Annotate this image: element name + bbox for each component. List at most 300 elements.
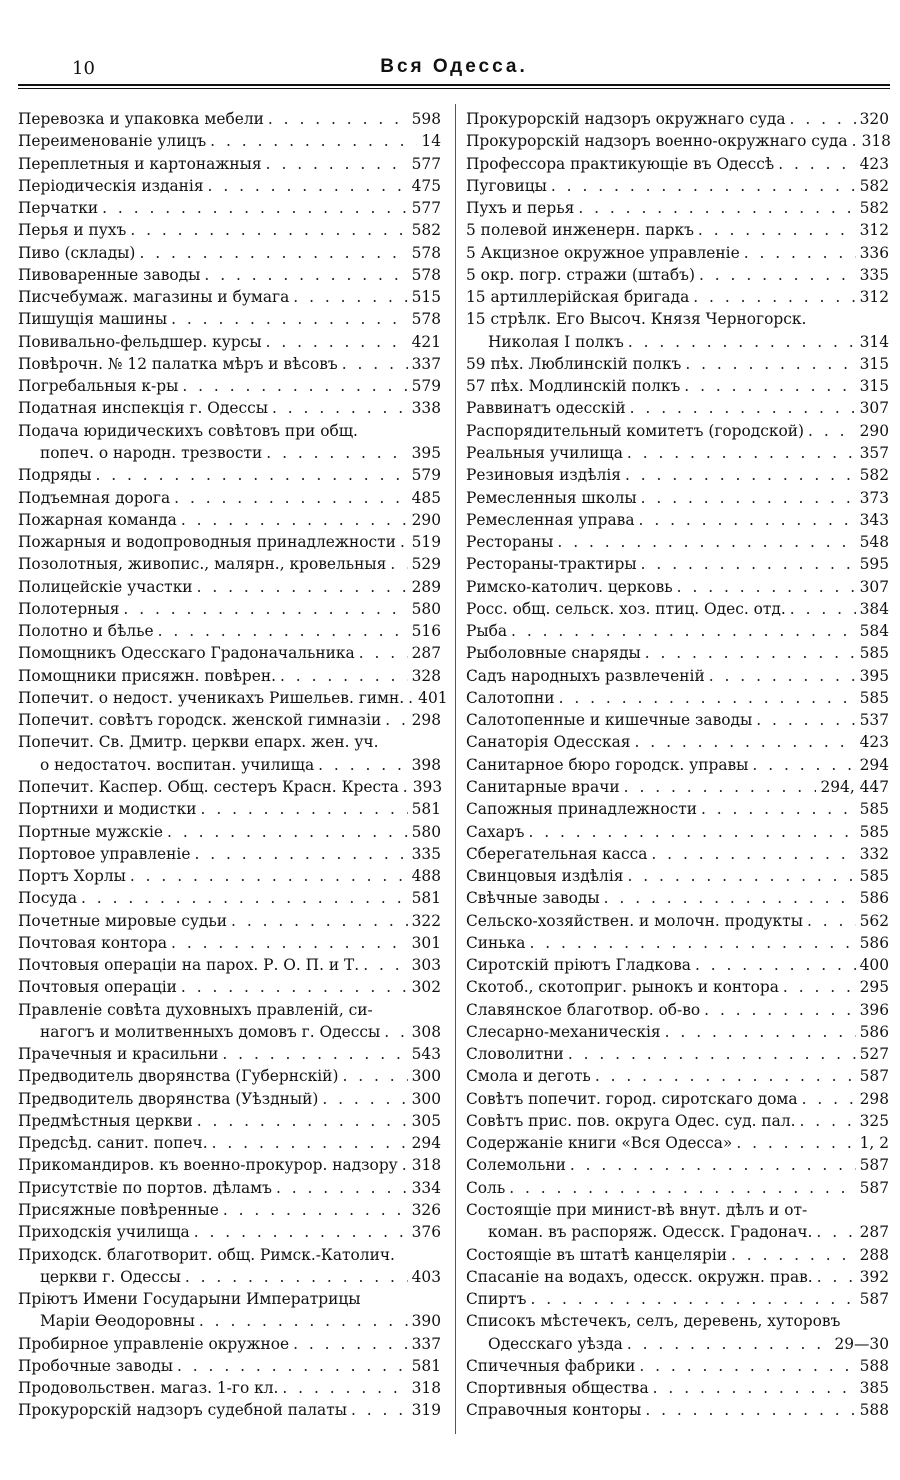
dot-leader <box>701 798 856 820</box>
dot-leader <box>530 1288 855 1310</box>
dot-leader <box>167 821 408 843</box>
entry-title: Списокъ мѣстечекъ, селъ, деревень, хуторовъ <box>466 1312 841 1331</box>
entry-title: Предводитель дворянства (Уѣздный) <box>18 1089 319 1108</box>
index-entry <box>18 175 441 197</box>
entry-title: 5 окр. погр. стражи (штабъ) <box>466 265 695 284</box>
entry-page-number: 578 <box>411 310 441 329</box>
index-entry <box>18 1221 441 1243</box>
dot-leader <box>639 1355 855 1377</box>
index-entry <box>466 642 889 664</box>
entry-page-number: 290 <box>859 421 889 440</box>
dot-leader <box>177 1355 408 1377</box>
index-entry <box>18 954 441 976</box>
entry-title: Санитарное бюро городск. управы <box>466 755 749 774</box>
entry-page-number: 595 <box>859 555 889 574</box>
entry-title: попеч. о народн. трезвости <box>40 443 263 462</box>
index-entry <box>18 442 441 464</box>
dot-leader <box>318 754 407 776</box>
index-entry <box>466 1199 889 1221</box>
entry-page-number: 300 <box>411 1089 441 1108</box>
entry-title: Писчебумаж. магазины и бумага <box>18 288 290 307</box>
entry-title: Синька <box>466 933 526 952</box>
page-header <box>18 56 890 82</box>
dot-leader <box>551 175 856 197</box>
entry-page-number: 295 <box>859 978 889 997</box>
entry-title: Помощники присяжн. повѣрен. <box>18 666 276 685</box>
entry-title: Пивоваренные заводы <box>18 265 201 284</box>
dot-leader <box>511 620 856 642</box>
entry-title: Римско-католич. церковь <box>466 577 673 596</box>
index-entry <box>466 531 889 553</box>
dot-leader <box>408 687 414 709</box>
index-entry <box>466 1065 889 1087</box>
index-entry <box>466 487 889 509</box>
index-entry <box>18 798 441 820</box>
index-entry <box>466 353 889 375</box>
entry-title: Николая I полкъ <box>488 332 624 351</box>
entry-title: Одесскаго уѣзда <box>488 1334 623 1353</box>
entry-page-number: 587 <box>859 1178 889 1197</box>
entry-title: Смола и деготь <box>466 1067 591 1086</box>
dot-leader <box>266 331 408 353</box>
dot-leader <box>630 397 856 419</box>
entry-page-number: 390 <box>411 1312 441 1331</box>
index-entry <box>18 1310 441 1332</box>
index-entry <box>466 687 889 709</box>
dot-leader <box>744 242 856 264</box>
entry-title: Солемольни <box>466 1156 566 1175</box>
entry-page-number: 519 <box>411 533 441 552</box>
entry-page-number: 392 <box>859 1267 889 1286</box>
dot-leader <box>628 331 856 353</box>
index-entry <box>18 576 441 598</box>
dot-leader <box>210 130 417 152</box>
entry-title: Состоящіе въ штатѣ канцеляріи <box>466 1245 727 1264</box>
entry-page-number: 421 <box>411 332 441 351</box>
entry-page-number: 307 <box>859 577 889 596</box>
dot-leader <box>816 1221 855 1243</box>
dot-leader <box>807 910 856 932</box>
dot-leader <box>695 954 856 976</box>
entry-title: Попечит. Каспер. Общ. сестеръ Красн. Креста <box>18 777 399 796</box>
entry-page-number: 395 <box>859 666 889 685</box>
entry-page-number: 338 <box>411 399 441 418</box>
entry-title: Перевозка и упаковка мебели <box>18 110 264 128</box>
dot-leader <box>685 353 855 375</box>
index-entry <box>466 954 889 976</box>
dot-leader <box>139 242 407 264</box>
index-entry <box>18 642 441 664</box>
dot-leader <box>268 108 408 130</box>
index-entry <box>466 1088 889 1110</box>
entry-title: 15 артиллерійская бригада <box>466 288 690 307</box>
index-entry <box>466 308 889 330</box>
entry-title: Соль <box>466 1178 506 1197</box>
entry-page-number: 403 <box>411 1267 441 1286</box>
entry-page-number: 585 <box>859 822 889 841</box>
entry-page-number: 423 <box>859 154 889 173</box>
entry-title: Спиртъ <box>466 1290 527 1309</box>
entry-page-number: 325 <box>859 1111 889 1130</box>
dot-leader <box>95 464 407 486</box>
entry-title: Пуговицы <box>466 176 547 195</box>
index-entry <box>466 1244 889 1266</box>
index-entry <box>18 821 441 843</box>
entry-page-number: 301 <box>411 933 441 952</box>
dot-leader <box>130 219 407 241</box>
entry-title: Полотно и бѣлье <box>18 622 154 641</box>
index-entry <box>18 509 441 531</box>
index-entry <box>18 598 441 620</box>
dot-leader <box>783 976 856 998</box>
index-entry <box>466 976 889 998</box>
dot-leader <box>570 1154 856 1176</box>
entry-title: 5 полевой инженерн. паркъ <box>466 221 694 240</box>
entry-title: Подъемная дорога <box>18 488 171 507</box>
entry-title: Присутствіе по портов. дѣламъ <box>18 1178 272 1197</box>
index-entry <box>466 731 889 753</box>
index-entry <box>18 531 441 553</box>
dot-leader <box>684 375 855 397</box>
entry-title: Маріи Ѳеодоровны <box>40 1312 195 1331</box>
index-entry <box>18 353 441 375</box>
index-entry <box>466 442 889 464</box>
entry-page-number: 357 <box>859 443 889 462</box>
dot-leader <box>578 197 855 219</box>
dot-leader <box>282 1377 407 1399</box>
entry-page-number: 577 <box>411 199 441 218</box>
entry-title: 57 пѣх. Модлинскій полкъ <box>466 377 681 396</box>
header-rule <box>18 84 890 86</box>
entry-page-number: 319 <box>411 1401 441 1420</box>
index-entry <box>18 375 441 397</box>
dot-leader <box>627 1333 831 1355</box>
dot-leader <box>293 1333 408 1355</box>
dot-leader <box>385 709 407 731</box>
entry-page-number: 384 <box>859 599 889 618</box>
entry-page-number: 485 <box>411 488 441 507</box>
entry-page-number: 582 <box>859 466 889 485</box>
dot-leader <box>194 1221 408 1243</box>
entry-title: Пожарная команда <box>18 510 177 529</box>
index-entry <box>466 709 889 731</box>
dot-leader <box>604 887 856 909</box>
entry-title: Резиновыя издѣлія <box>466 466 621 485</box>
entry-page-number: 598 <box>411 110 441 128</box>
dot-leader <box>390 553 407 575</box>
dot-leader <box>756 709 855 731</box>
entry-title: 15 стрѣлк. Его Высоч. Князя Черногорск. <box>466 310 807 329</box>
dot-leader <box>509 1177 855 1199</box>
entry-title: Пишущія машины <box>18 310 168 329</box>
dot-leader <box>698 219 856 241</box>
entry-page-number: 318 <box>411 1156 442 1175</box>
entry-title: Пробирное управленіе окружное <box>18 1334 290 1353</box>
dot-leader <box>384 1021 407 1043</box>
dot-leader <box>529 932 855 954</box>
index-entry <box>466 665 889 687</box>
entry-page-number: 308 <box>411 1022 441 1041</box>
dot-leader <box>266 442 407 464</box>
dot-leader <box>639 509 856 531</box>
entry-title: Рестораны-трактиры <box>466 555 637 574</box>
dot-leader <box>272 397 408 419</box>
index-entry <box>466 264 889 286</box>
entry-title: Предводитель дворянства (Губернскій) <box>18 1067 339 1086</box>
dot-leader <box>651 843 855 865</box>
index-entry <box>466 1043 889 1065</box>
dot-leader <box>568 1043 856 1065</box>
index-entry <box>466 1177 889 1199</box>
index-entry <box>18 308 441 330</box>
entry-page-number: 585 <box>859 688 889 707</box>
entry-title: Спортивныя общества <box>466 1379 649 1398</box>
entry-page-number: 585 <box>859 867 889 886</box>
entry-page-number: 315 <box>859 354 889 373</box>
entry-title: Портъ Хорлы <box>18 867 126 886</box>
entry-title: Повѣрочн. № 12 палатка мѣръ и вѣсовъ <box>18 354 338 373</box>
entry-title: Посуда <box>18 889 78 908</box>
index-entry <box>18 1199 441 1221</box>
entry-page-number: 294, 447 <box>820 777 889 796</box>
entry-title: Сиротскій пріютъ Гладкова <box>466 956 691 975</box>
dot-leader <box>653 1377 856 1399</box>
index-entry <box>466 464 889 486</box>
entry-title: Переименованіе улицъ <box>18 132 207 151</box>
dot-leader <box>635 731 856 753</box>
entry-title: Ремесленная управа <box>466 510 635 529</box>
dot-leader <box>280 665 408 687</box>
entry-page-number: 581 <box>411 889 441 908</box>
entry-page-number: 580 <box>411 599 441 618</box>
entry-title: Почетные мировые судьи <box>18 911 228 930</box>
dot-leader <box>171 308 408 330</box>
entry-title: Свинцовыя издѣлія <box>466 867 624 886</box>
entry-page-number: 582 <box>411 221 441 240</box>
entry-page-number: 305 <box>411 1111 441 1130</box>
dot-leader <box>677 576 856 598</box>
dot-leader <box>641 553 856 575</box>
dot-leader <box>817 1266 856 1288</box>
entry-page-number: 578 <box>411 243 441 262</box>
index-entry <box>18 754 441 776</box>
dot-leader <box>174 487 407 509</box>
dot-leader <box>342 353 408 375</box>
index-column-left <box>18 108 448 1422</box>
dot-leader <box>625 464 856 486</box>
entry-page-number: 393 <box>412 777 443 796</box>
entry-page-number: 373 <box>859 488 889 507</box>
entry-title: Салотопенные и кишечные заводы <box>466 711 753 730</box>
dot-leader <box>199 1310 408 1332</box>
entry-title: Прокурорскій надзоръ военно-окружнаго суда <box>466 132 848 151</box>
dot-leader <box>130 865 408 887</box>
index-entry <box>466 197 889 219</box>
index-entry <box>466 509 889 531</box>
dot-leader <box>276 1177 408 1199</box>
entry-title: Правленіе совѣта духовныхъ правленій, си- <box>18 1000 373 1019</box>
entry-page-number: 385 <box>859 1379 889 1398</box>
entry-title: Скотоб., скотоприг. рынокъ и контора <box>466 978 779 997</box>
entry-title: Полицейскіе участки <box>18 577 193 596</box>
entry-title: Перья и пухъ <box>18 221 127 240</box>
entry-title: Совѣтъ попечит. город. сиротскаго дома <box>466 1089 798 1108</box>
dot-leader <box>693 286 855 308</box>
index-entry <box>18 219 441 241</box>
index-entry <box>466 397 889 419</box>
index-entry <box>466 242 889 264</box>
dot-leader <box>709 665 856 687</box>
header-rule-thin <box>18 88 890 89</box>
index-entry <box>466 776 889 798</box>
dot-leader <box>704 999 855 1021</box>
index-entry <box>466 1333 889 1355</box>
index-entry <box>466 1110 889 1132</box>
entry-title: Пробочные заводы <box>18 1356 173 1375</box>
dot-leader <box>627 442 856 464</box>
dot-leader <box>665 1021 856 1043</box>
entry-title: Санаторія Одесская <box>466 733 631 752</box>
entry-title: Податная инспекція г. Одессы <box>18 399 268 418</box>
dot-leader <box>81 887 408 909</box>
index-entry <box>18 709 441 731</box>
entry-page-number: 527 <box>859 1045 889 1064</box>
dot-leader <box>342 1065 407 1087</box>
entry-title: Содержаніе книги «Вся Одесса» <box>466 1134 733 1153</box>
entry-page-number: 582 <box>859 176 889 195</box>
entry-title: Предмѣстныя церкви <box>18 1111 193 1130</box>
dot-leader <box>158 620 408 642</box>
entry-title: Переплетныя и картонажныя <box>18 154 262 173</box>
entry-page-number: 581 <box>411 1356 441 1375</box>
entry-page-number: 577 <box>411 154 441 173</box>
index-entry <box>18 1154 441 1176</box>
entry-page-number: 515 <box>411 288 441 307</box>
entry-page-number: 335 <box>411 844 441 863</box>
index-entry <box>18 1288 441 1310</box>
entry-title: 59 пѣх. Люблинскій полкъ <box>466 354 682 373</box>
entry-title: Сахаръ <box>466 822 525 841</box>
dot-leader <box>204 264 407 286</box>
entry-title: Рыба <box>466 622 508 641</box>
entry-title: Росс. общ. сельск. хоз. птиц. Одес. отд. <box>466 599 786 618</box>
entry-title: Санитарные врачи <box>466 777 620 796</box>
dot-leader <box>266 153 408 175</box>
running-title: Вся Одесса. <box>380 56 528 77</box>
entry-title: Сапожныя принадлежности <box>466 800 697 819</box>
index-entry <box>466 420 889 442</box>
index-entry <box>18 286 441 308</box>
entry-title: нагогъ и молитвенныхъ домовъ г. Одессы <box>40 1022 381 1041</box>
entry-page-number: 312 <box>859 221 889 240</box>
entry-title: Погребальныя к-ры <box>18 377 179 396</box>
entry-page-number: 318 <box>861 132 891 151</box>
entry-page-number: 334 <box>411 1178 441 1197</box>
index-entry <box>466 1310 889 1332</box>
index-entry <box>18 910 441 932</box>
index-entry <box>18 731 441 753</box>
entry-title: Приходск. благотворит. общ. Римск.-Католич. <box>18 1245 395 1264</box>
entry-page-number: 423 <box>859 733 889 752</box>
entry-title: Прикомандиров. къ военно-прокурор. надзору <box>18 1156 398 1175</box>
dot-leader <box>351 1399 408 1421</box>
index-entry <box>18 553 441 575</box>
index-entry <box>466 1355 889 1377</box>
entry-page-number: 588 <box>859 1401 889 1420</box>
dot-leader <box>800 1110 856 1132</box>
entry-title: Предсѣд. санит. попеч. <box>18 1134 208 1153</box>
dot-leader <box>699 264 856 286</box>
entry-page-number: 294 <box>859 755 889 774</box>
index-entry <box>18 1021 441 1043</box>
entry-title: Свѣчные заводы <box>466 889 600 908</box>
entry-title: Прокурорскій надзоръ судебной палаты <box>18 1401 347 1420</box>
dot-leader <box>790 598 856 620</box>
index-entry <box>18 1088 441 1110</box>
entry-title: Приходскія училища <box>18 1223 190 1242</box>
entry-page-number: 337 <box>411 1334 441 1353</box>
index-entry <box>466 175 889 197</box>
entry-page-number: 587 <box>859 1156 889 1175</box>
entry-page-number: 294 <box>411 1134 441 1153</box>
entry-page-number: 395 <box>411 443 441 462</box>
entry-page-number: 336 <box>859 243 889 262</box>
entry-title: Почтовыя операціи <box>18 978 177 997</box>
dot-leader <box>641 487 856 509</box>
entry-page-number: 584 <box>859 622 889 641</box>
entry-title: Полотерныя <box>18 599 120 618</box>
entry-title: Справочныя конторы <box>466 1401 642 1420</box>
index-entry <box>466 754 889 776</box>
index-entry <box>18 999 441 1021</box>
entry-page-number: 488 <box>411 867 441 886</box>
entry-page-number: 287 <box>859 1223 889 1242</box>
entry-page-number: 516 <box>411 622 441 641</box>
entry-page-number: 529 <box>411 555 441 574</box>
dot-leader <box>212 1132 408 1154</box>
entry-title: Пиво (склады) <box>18 243 136 262</box>
index-entry <box>18 887 441 909</box>
entry-title: Попечит. о недост. ученикахъ Ришельев. гимн. <box>18 688 405 707</box>
entry-page-number: 582 <box>859 199 889 218</box>
index-entry <box>466 1399 889 1421</box>
index-entry <box>18 1399 441 1421</box>
entry-page-number: 562 <box>859 911 889 930</box>
dot-leader <box>123 598 407 620</box>
dot-leader <box>197 576 408 598</box>
entry-page-number: 307 <box>859 399 889 418</box>
index-entry <box>466 1221 889 1243</box>
entry-title: Портные мужскіе <box>18 822 164 841</box>
index-entry <box>18 620 441 642</box>
entry-title: Пріютъ Имени Государыни Императрицы <box>18 1290 361 1309</box>
entry-page-number: 320 <box>859 110 889 128</box>
entry-page-number: 315 <box>859 377 889 396</box>
entry-page-number: 396 <box>859 1000 889 1019</box>
entry-page-number: 326 <box>411 1201 441 1220</box>
entry-title: Періодическія изданія <box>18 176 204 195</box>
index-entry <box>466 798 889 820</box>
dot-leader <box>231 910 408 932</box>
dot-leader <box>359 642 408 664</box>
dot-leader <box>731 1244 856 1266</box>
entry-title: Портнихи и модистки <box>18 800 197 819</box>
entry-title: Пухъ и перья <box>466 199 575 218</box>
entry-title: Перчатки <box>18 199 99 218</box>
dot-leader <box>201 798 408 820</box>
dot-leader <box>185 1266 408 1288</box>
entry-title: Салотопни <box>466 688 555 707</box>
